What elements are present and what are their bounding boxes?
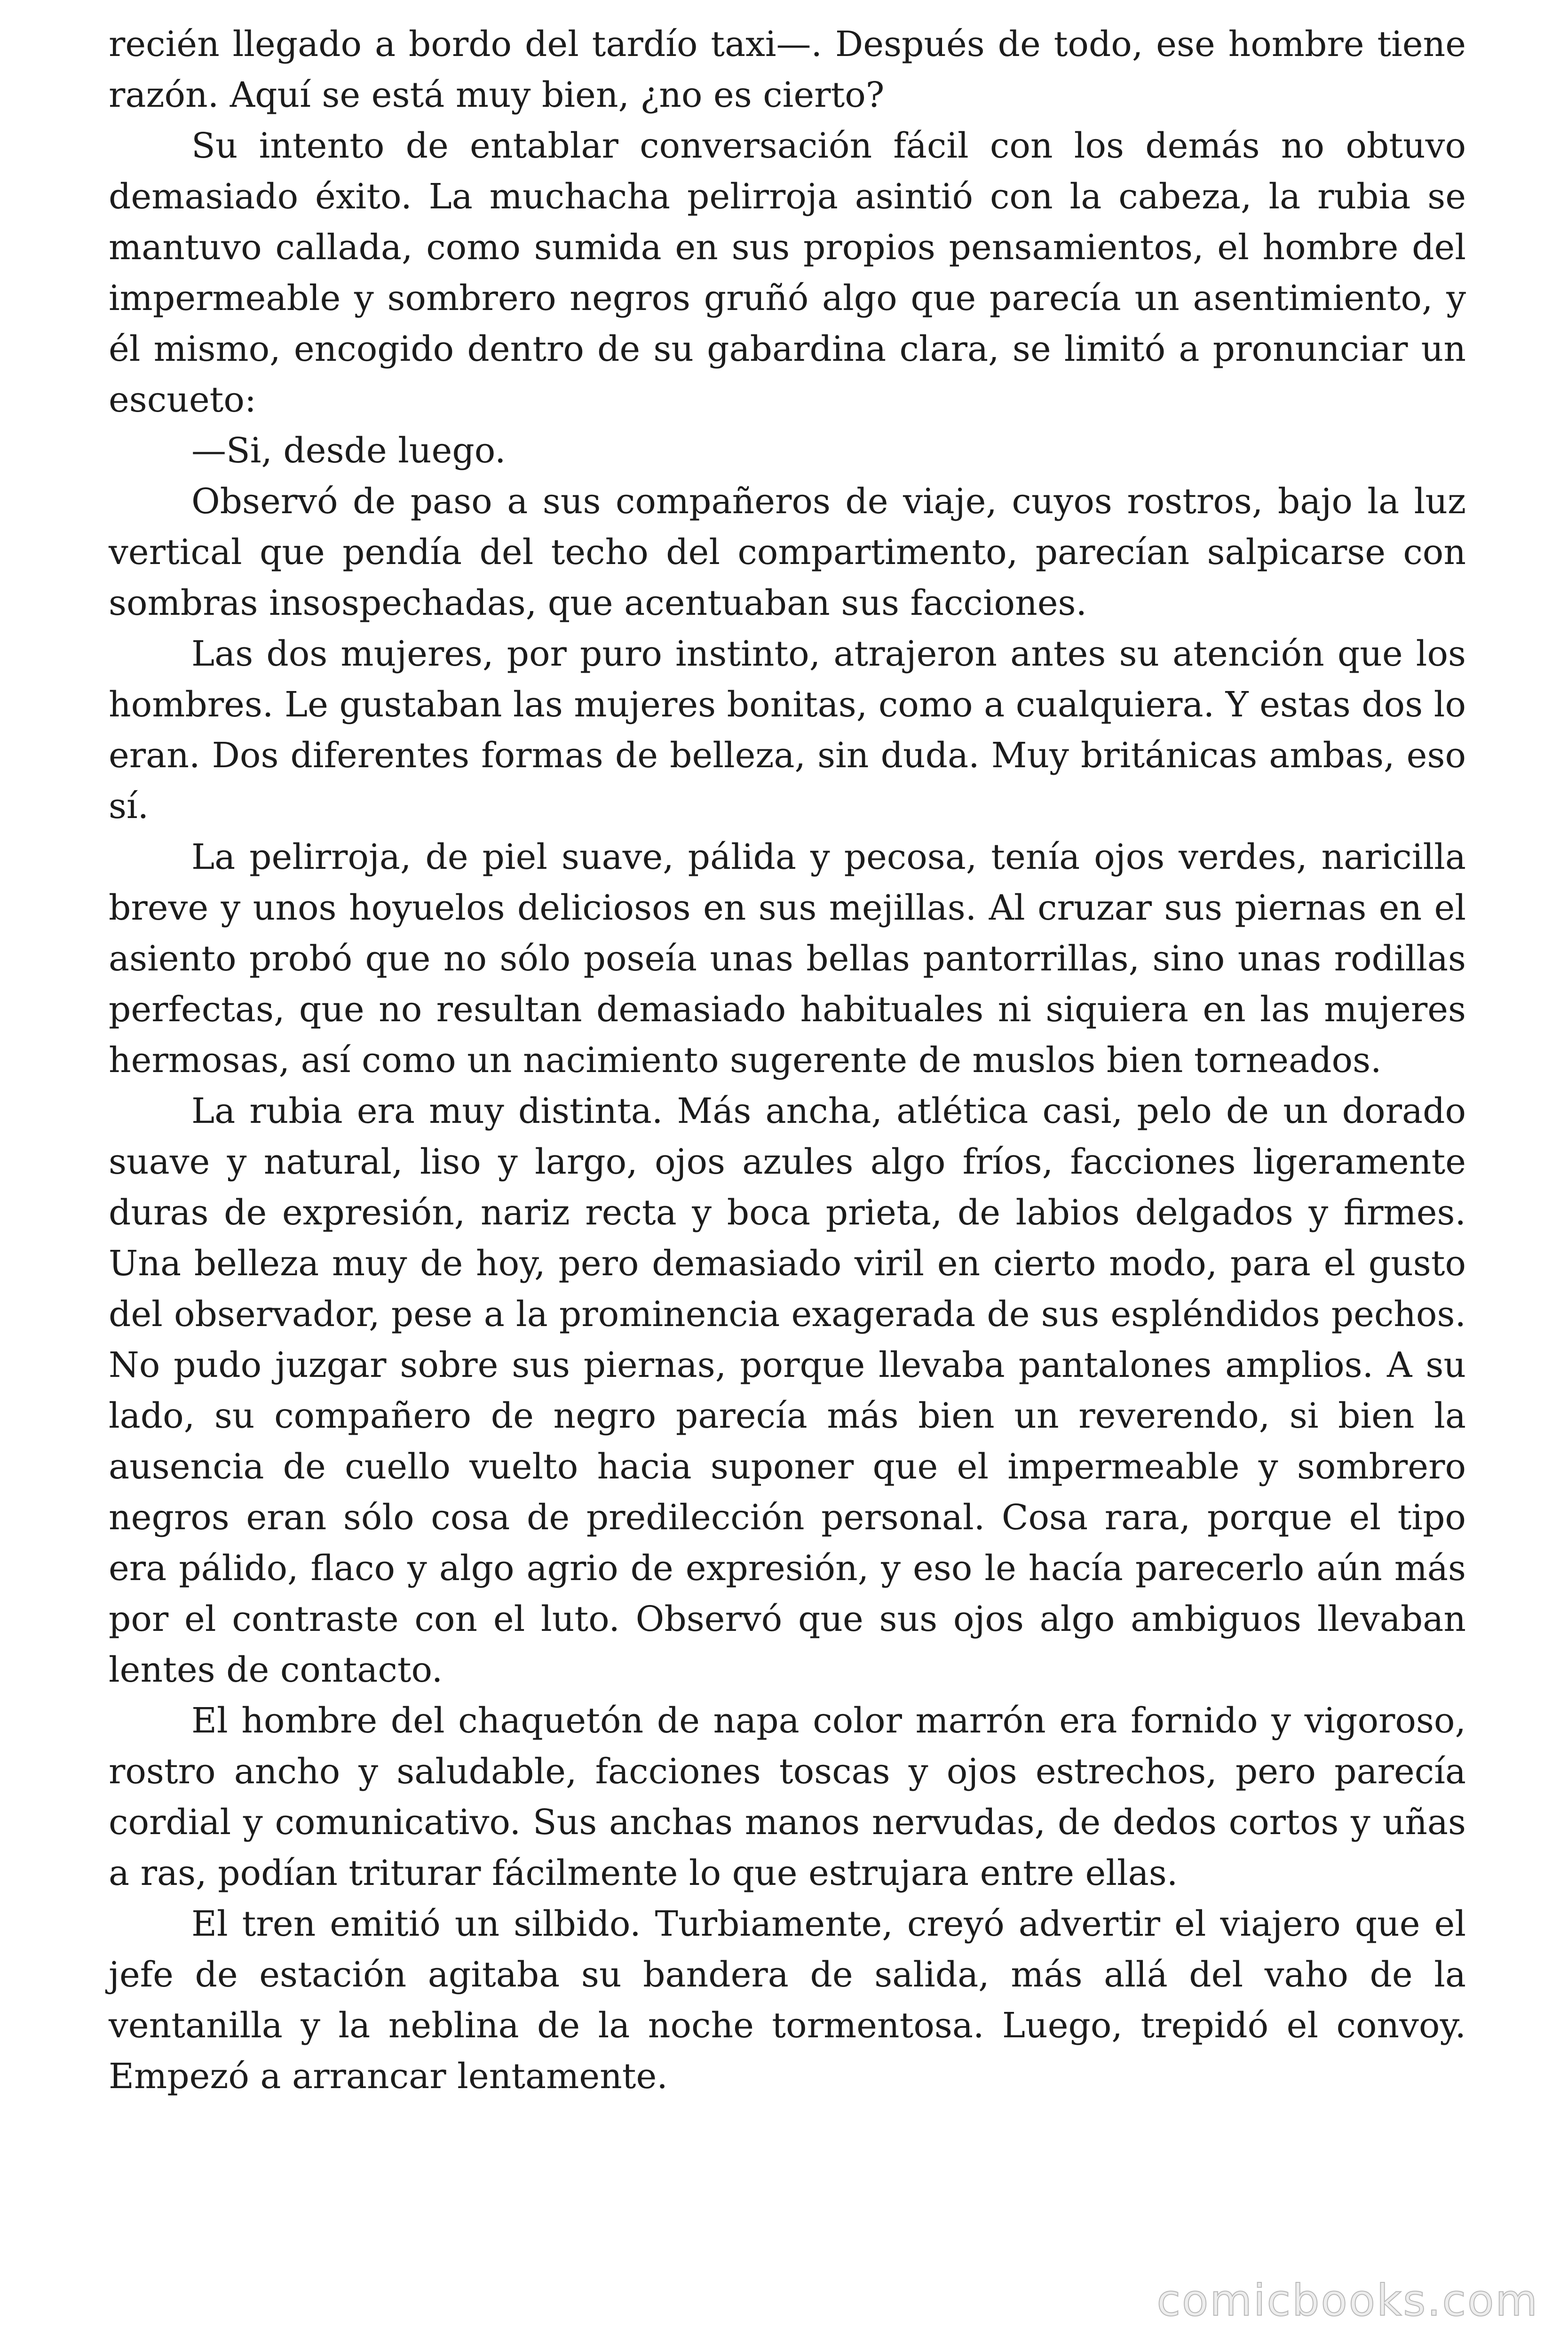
paragraph: El tren emitió un silbido. Turbiamente, creyó advertir el viajero que el jefe de estación agitaba su bandera de salida, más allá del vaho de la ventanilla y la neblina de la noche tormentosa. Luego, trepidó el convoy. Empezó a arrancar lentamente.	[109, 1904, 1466, 2097]
paragraph: Observó de paso a sus compañeros de viaje, cuyos rostros, bajo la luz vertical que pendía del techo del compartimento, parecían salpicarse con sombras insospechadas, que acentuaban sus facciones.	[109, 481, 1466, 623]
paragraph: La pelirroja, de piel suave, pálida y pecosa, tenía ojos verdes, naricilla breve y unos hoyuelos deliciosos en sus mejillas. Al cruzar sus piernas en el asiento probó que no sólo poseía unas bellas pantorrillas, sino unas rodillas perfectas, que no resultan demasiado habituales ni siquiera en las mujeres hermosas, así como un nacimiento sugerente de muslos bien torneados.	[109, 837, 1466, 1081]
paragraph: El hombre del chaquetón de napa color marrón era fornido y vigoroso, rostro ancho y saludable, facciones toscas y ojos estrechos, pero parecía cordial y comunicativo. Sus anchas manos nervudas, de dedos cortos y uñas a ras, podían triturar fácilmente lo que estrujara entre ellas.	[109, 1700, 1466, 1893]
paragraph: Su intento de entablar conversación fácil con los demás no obtuvo demasiado éxito. La muchacha pelirroja asintió con la cabeza, la rubia se mantuvo callada, como sumida en sus propios pensamientos, el hombre del impermeable y sombrero negros gruñó algo que parecía un asentimiento, y él mismo, encogido dentro de su gabardina clara, se limitó a pronunciar un escueto:	[109, 126, 1466, 420]
paragraph: Las dos mujeres, por puro instinto, atrajeron antes su atención que los hombres. Le gustaban las mujeres bonitas, como a cualquiera. Y estas dos lo eran. Dos diferentes formas de belleza, sin duda. Muy británicas ambas, eso sí.	[109, 634, 1466, 826]
watermark: comicbooks.com	[1156, 2275, 1539, 2326]
paragraph-dialogue: —Si, desde luego.	[191, 430, 506, 471]
body-text	[109, 19, 1466, 2102]
paragraph: La rubia era muy distinta. Más ancha, atlética casi, pelo de un dorado suave y natural, liso y largo, ojos azules algo fríos, facciones ligeramente duras de expresión, nariz recta y boca prieta, de labios delgados y firmes. Una belleza muy de hoy, pero demasiado viril en cierto modo, para el gusto del observador, pese a la prominencia exagerada de sus espléndidos pechos. No pudo juzgar sobre sus piernas, porque llevaba pantalones amplios. A su lado, su compañero de negro parecía más bien un reverendo, si bien la ausencia de cuello vuelto hacia suponer que el impermeable y sombrero negros eran sólo cosa de predilección personal. Cosa rara, porque el tipo era pálido, flaco y algo agrio de expresión, y eso le hacía parecerlo aún más por el contraste con el luto. Observó que sus ojos algo ambiguos llevaban lentes de contacto.	[109, 1091, 1466, 1690]
paragraph-continued: recién llegado a bordo del tardío taxi—. Después de todo, ese hombre tiene razón. Aquí se está muy bien, ¿no es cierto?	[109, 24, 1466, 115]
